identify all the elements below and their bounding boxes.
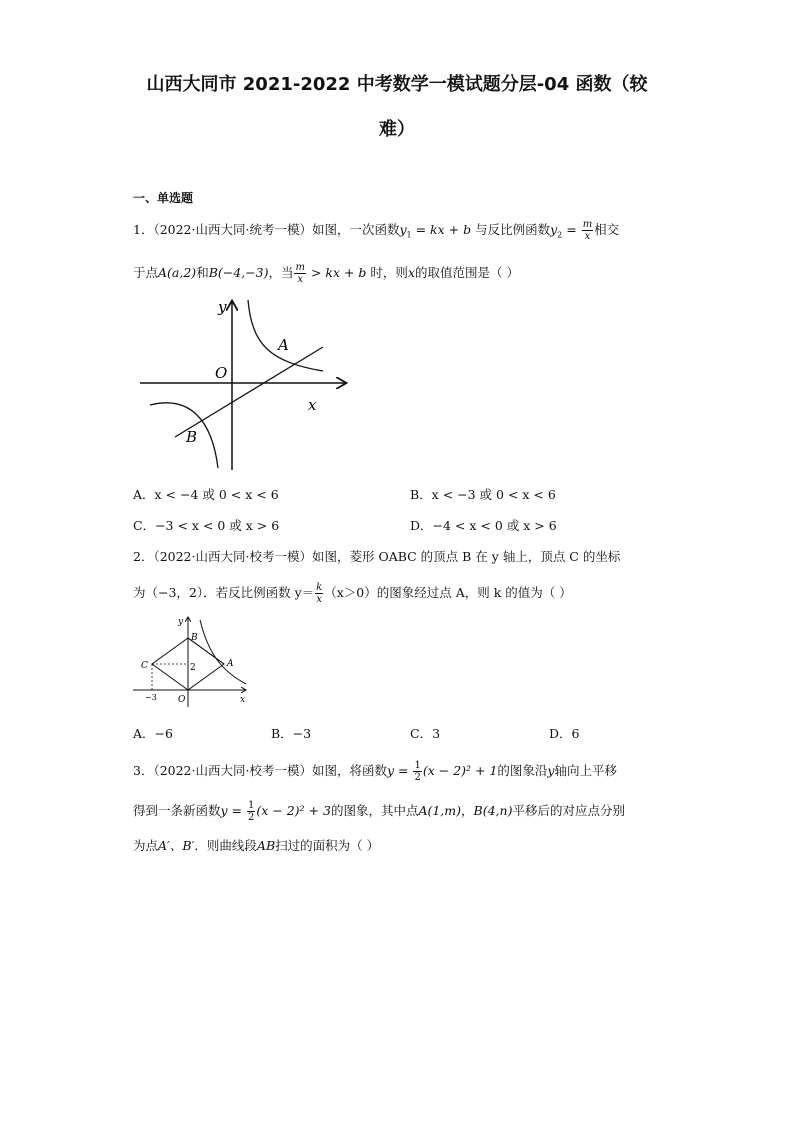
q3-var-y: y bbox=[547, 763, 555, 778]
q1-y1-sub: 1 bbox=[406, 230, 412, 240]
q3-f1-lhs: y = bbox=[386, 763, 413, 778]
q3-source: （2022·山西大同·校考一模） bbox=[153, 763, 312, 778]
q2-label-b: B bbox=[191, 633, 198, 643]
q1-figure bbox=[130, 290, 360, 475]
q2-fraction bbox=[315, 582, 323, 605]
q1-line2 bbox=[133, 262, 519, 285]
q2-line1 bbox=[133, 547, 620, 565]
q2-option-b[interactable]: B．−3 bbox=[271, 726, 312, 741]
q3-text: ．则曲线段 bbox=[194, 838, 257, 853]
q3-f2-num: 1 bbox=[248, 800, 255, 811]
q1-line1 bbox=[133, 219, 619, 242]
q3-text: 为点 bbox=[133, 838, 159, 853]
q2-frac-den: x bbox=[316, 594, 323, 605]
q3-line3 bbox=[133, 836, 379, 854]
q1-label-x: x bbox=[308, 396, 317, 414]
q1-y2: y bbox=[550, 222, 558, 237]
q3-text: 的图象沿 bbox=[497, 763, 548, 778]
q3-f2-lhs: y = bbox=[220, 803, 246, 818]
q2-option-c[interactable]: C．3 bbox=[410, 726, 441, 741]
q2-figure bbox=[128, 612, 253, 710]
q1-hyperbola-lower bbox=[150, 403, 218, 468]
q3-f1-num: 1 bbox=[414, 760, 421, 771]
q2-source: （2022·山西大同·校考一模） bbox=[153, 549, 312, 564]
section-heading: 一、单选题 bbox=[133, 191, 194, 205]
q1-text: 于点 bbox=[133, 265, 159, 280]
q3-point-b: B(4,n) bbox=[473, 803, 513, 818]
q1-point-a: A(a,2) bbox=[158, 265, 197, 280]
q3-f1-rest: (x − 2)² + 1 bbox=[422, 763, 498, 778]
q1-text: 的取值范围是（ ） bbox=[415, 265, 519, 280]
q2-number: 2． bbox=[133, 549, 154, 564]
q3-f1-den: 2 bbox=[414, 772, 421, 783]
q1-var-x: x bbox=[407, 265, 415, 280]
q3-text: 轴向上平移 bbox=[554, 763, 617, 778]
q3-f2-rest: (x − 2)² + 3 bbox=[256, 803, 331, 818]
q1-line bbox=[175, 347, 323, 437]
q1-y2-sub: 2 bbox=[557, 230, 563, 240]
q3-text: ， bbox=[461, 803, 474, 818]
q2-label-2: 2 bbox=[190, 663, 196, 673]
q1-cond-den: x bbox=[297, 274, 304, 285]
q1-fraction bbox=[582, 219, 593, 242]
q2-label-x: x bbox=[240, 695, 246, 705]
q1-option-b[interactable]: B．x < −3 或 0 < x < 6 bbox=[410, 487, 556, 502]
q1-number: 1． bbox=[133, 222, 154, 237]
q3-point-a: A(1,m) bbox=[418, 803, 462, 818]
q3-text: 如图，将函数 bbox=[311, 763, 387, 778]
q2-frac-num: k bbox=[316, 582, 323, 593]
q1-label-a: A bbox=[278, 336, 289, 354]
q2-label-a: A bbox=[227, 659, 234, 669]
q2-label-o: O bbox=[178, 695, 186, 705]
q3-text: 得到一条新函数 bbox=[133, 803, 221, 818]
q2-option-a[interactable]: A．−6 bbox=[133, 726, 173, 741]
q3-f2-den: 2 bbox=[248, 812, 255, 823]
q3-text: 的图象，其中点 bbox=[330, 803, 419, 818]
q2-text: （x＞0）的图象经过点 A，则 k 的值为（ ） bbox=[324, 585, 572, 600]
q1-condition: > kx + b bbox=[306, 265, 371, 280]
q1-cond-fraction bbox=[294, 262, 305, 285]
q1-point-b: B(−4,−3) bbox=[208, 265, 269, 280]
q1-text: 与反比例函数 bbox=[475, 222, 551, 237]
q2-label-y: y bbox=[178, 617, 184, 627]
q1-option-a[interactable]: A．x < −4 或 0 < x < 6 bbox=[133, 487, 279, 502]
q1-text: 和 bbox=[196, 265, 209, 280]
q2-line2 bbox=[133, 582, 572, 605]
q1-cond-num: m bbox=[295, 262, 305, 273]
q1-text: 相交 bbox=[594, 222, 620, 237]
q2-option-d[interactable]: D．6 bbox=[549, 726, 580, 741]
q3-line2 bbox=[133, 800, 625, 823]
q1-label-o: O bbox=[215, 364, 228, 382]
q1-label-y: y bbox=[218, 298, 227, 316]
q1-option-c[interactable]: C．−3 < x < 0 或 x > 6 bbox=[133, 518, 280, 533]
q2-label-minus3: −3 bbox=[145, 693, 157, 702]
q1-label-b: B bbox=[186, 428, 198, 446]
q1-y1: y bbox=[399, 222, 407, 237]
q1-source: （2022·山西大同·统考一模） bbox=[153, 222, 312, 237]
document-title-line2: 难） bbox=[379, 119, 415, 140]
q1-option-d[interactable]: D．−4 < x < 0 或 x > 6 bbox=[410, 518, 557, 533]
q1-frac-num: m bbox=[582, 219, 593, 230]
q3-text: 平移后的对应点分别 bbox=[512, 803, 625, 818]
q1-frac-den: x bbox=[584, 231, 591, 242]
q2-label-c: C bbox=[141, 661, 148, 671]
document-title-line1: 山西大同市 2021-2022 中考数学一模试题分层-04 函数（较 bbox=[146, 74, 648, 95]
q1-text: 时，则 bbox=[370, 265, 408, 280]
q3-line1 bbox=[133, 760, 617, 783]
q3-f1-fraction bbox=[413, 760, 421, 783]
q3-number: 3． bbox=[133, 763, 154, 778]
q1-text: 如图，一次函数 bbox=[311, 222, 400, 237]
q3-points-prime: A′、B′ bbox=[158, 838, 195, 853]
q3-f2-fraction bbox=[247, 800, 255, 823]
q3-text: 扫过的面积为（ ） bbox=[275, 838, 380, 853]
q1-text: ，当 bbox=[268, 265, 294, 280]
q1-linear-eq: = kx + b bbox=[411, 222, 476, 237]
q3-segment: AB bbox=[256, 838, 276, 853]
q2-text: 如图，菱形 OABC 的顶点 B 在 y 轴上，顶点 C 的坐标 bbox=[311, 549, 621, 564]
q1-eq2: = bbox=[562, 222, 581, 237]
q2-text: 为（−3，2）．若反比例函数 y＝ bbox=[133, 585, 315, 600]
